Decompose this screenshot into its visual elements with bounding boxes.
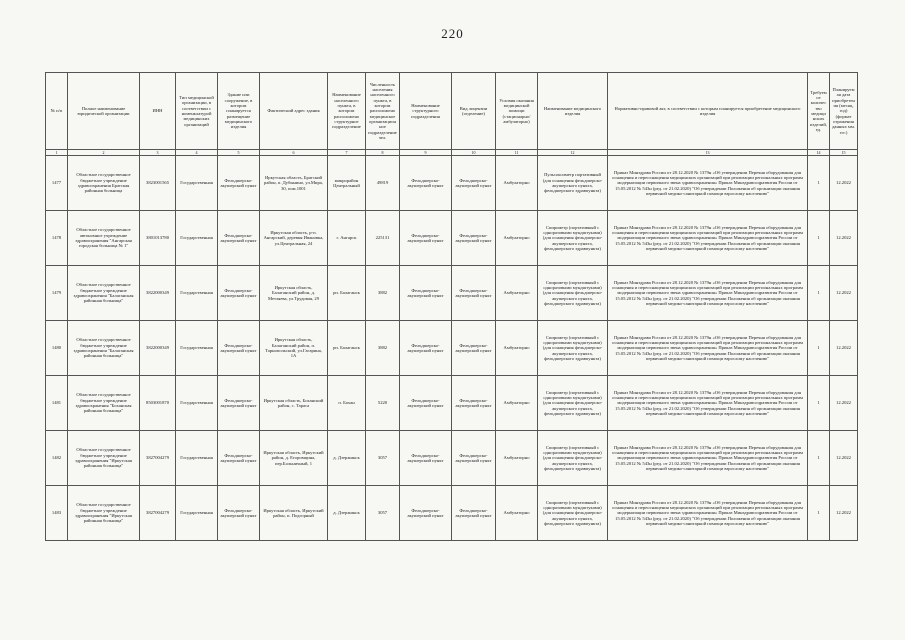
cell-settlement: п. Бохан — [328, 376, 366, 431]
cell-address: Иркутская область, р-п. Ангарский, деревня Ивановка, ул.Центральная, 24 — [260, 211, 328, 266]
col-number: 15 — [830, 150, 858, 156]
cell-license: Фельдшерско-акушерский пункт — [452, 486, 496, 541]
cell-license: Фельдшерско-акушерский пункт — [452, 431, 496, 486]
cell-building: Фельдшерско-акушерский пункт — [218, 431, 260, 486]
table-row — [46, 376, 858, 431]
cell-type: Государственная — [176, 266, 218, 321]
cell-device: Спирометр (портативный с одноразовыми мундштуками) (для оснащения фельдшерско-акушерского пункта, фельдшерского здравпункта) — [538, 211, 608, 266]
cell-qty: 1 — [808, 376, 830, 431]
cell-type: Государственная — [176, 486, 218, 541]
cell-date: 12.2022 — [830, 431, 858, 486]
cell-inn: 3822000349 — [140, 321, 176, 376]
cell-settlement: рп. Балаганск — [328, 266, 366, 321]
cell-device: Спирометр (портативный с одноразовыми мундштуками) (для оснащения фельдшерско-акушерского пункта, фельдшерского здравпункта) — [538, 376, 608, 431]
col-number: 9 — [400, 150, 452, 156]
cell-num: 1483 — [46, 486, 68, 541]
cell-building: Фельдшерско-акушерский пункт — [218, 156, 260, 211]
cell-num: 1479 — [46, 266, 68, 321]
cell-org: Областное государственное бюджетное учреждение здравоохранения Братская районная больница — [68, 156, 140, 211]
col-number: 4 — [176, 150, 218, 156]
cell-building: Фельдшерско-акушерский пункт — [218, 321, 260, 376]
col-number: 11 — [496, 150, 538, 156]
cell-conditions: Амбулаторно — [496, 266, 538, 321]
cell-date: 12.2022 — [830, 321, 858, 376]
cell-unit: Фельдшерско-акушерский пункт — [400, 486, 452, 541]
col-header-act: Нормативно-правовой акт, в соответствии с которым планируется приобретение медицинского изделия — [608, 73, 808, 150]
cell-inn: 3822000349 — [140, 266, 176, 321]
cell-inn: 3827004279 — [140, 431, 176, 486]
col-header-settlement: Наименование населенного пункта, в котором расположено структурное подразделение — [328, 73, 366, 150]
cell-num: 1478 — [46, 211, 68, 266]
table-row — [46, 266, 858, 321]
registry-table — [45, 72, 858, 541]
cell-settlement: г. Ангарск — [328, 211, 366, 266]
cell-conditions: Амбулаторно — [496, 156, 538, 211]
table-row — [46, 156, 858, 211]
col-number: 14 — [808, 150, 830, 156]
cell-address: Иркутская область, Иркутский район, д. Егоровщина, пер.Больничный, 1 — [260, 431, 328, 486]
cell-qty: 1 — [808, 211, 830, 266]
cell-inn: 3823001565 — [140, 156, 176, 211]
col-header-type: Тип медицинской организации, в соответствии с номенклатурой медицинских организаций — [176, 73, 218, 150]
cell-address: Иркутская область, Боханский район, с. Тараса — [260, 376, 328, 431]
cell-device: Спирометр (портативный с одноразовыми мундштуками) (для оснащения фельдшерско-акушерского пункта, фельдшерского здравпункта) — [538, 431, 608, 486]
cell-type: Государственная — [176, 321, 218, 376]
cell-num: 1481 — [46, 376, 68, 431]
col-header-address: Фактический адрес здания — [260, 73, 328, 150]
cell-building: Фельдшерско-акушерский пункт — [218, 266, 260, 321]
cell-device: Пульсоксиметр портативный (для оснащения фельдшерско-акушерского пункта, фельдшерского здравпункта) — [538, 156, 608, 211]
col-header-org: Полное наименование юридической организации — [68, 73, 140, 150]
table-row — [46, 321, 858, 376]
cell-act: Приказ Минздрава России от 28.12.2020 № 1379н «Об утверждении Перечня оборудования для оснащения и переоснащения медицинских организаций при реализации региональных программ модернизации первичного звена здравоохранения» Приказ Минздравсоцразвития России от 15.05.2012 № 543н (ред. от 21.02.2020) "Об утверждении Положения об организации оказания первичной медико-санитарной помощи взрослому населению" — [608, 266, 808, 321]
cell-inn: 3801013780 — [140, 211, 176, 266]
cell-qty: 1 — [808, 431, 830, 486]
cell-act: Приказ Минздрава России от 28.12.2020 № 1379н «Об утверждении Перечня оборудования для оснащения и переоснащения медицинских организаций при реализации региональных программ модернизации первичного звена здравоохранения» Приказ Минздравсоцразвития России от 15.05.2012 № 543н (ред. от 21.02.2020) "Об утверждении Положения об организации оказания первичной медико-санитарной помощи взрослому населению" — [608, 376, 808, 431]
cell-settlement: рп. Балаганск — [328, 321, 366, 376]
col-header-device: Наименование медицинского изделия — [538, 73, 608, 150]
cell-qty: 1 — [808, 156, 830, 211]
col-number: 10 — [452, 150, 496, 156]
col-header-qty: Требуемое количество медицинских изделий, ед. — [808, 73, 830, 150]
cell-conditions: Амбулаторно — [496, 321, 538, 376]
cell-org: Областное государственное бюджетное учреждение здравоохранения "Боханская районная больница" — [68, 376, 140, 431]
cell-population: 225131 — [366, 211, 400, 266]
cell-conditions: Амбулаторно — [496, 376, 538, 431]
table-row — [46, 486, 858, 541]
cell-qty: 1 — [808, 266, 830, 321]
cell-num: 1477 — [46, 156, 68, 211]
cell-type: Государственная — [176, 431, 218, 486]
col-header-population: Численность населения населенного пункта, в котором расположено медицинское организационное подразделение чел. — [366, 73, 400, 150]
col-number: 6 — [260, 150, 328, 156]
cell-building: Фельдшерско-акушерский пункт — [218, 376, 260, 431]
cell-date: 12.2022 — [830, 211, 858, 266]
cell-act: Приказ Минздрава России от 28.12.2020 № 1379н «Об утверждении Перечня оборудования для оснащения и переоснащения медицинских организаций при реализации региональных программ модернизации первичного звена здравоохранения» Приказ Минздравсоцразвития России от 15.05.2012 № 543н (ред. от 21.02.2020) "Об утверждении Положения об организации оказания первичной медико-санитарной помощи взрослому населению" — [608, 486, 808, 541]
cell-license: Фельдшерско-акушерский пункт — [452, 211, 496, 266]
cell-inn: 8503001870 — [140, 376, 176, 431]
cell-qty: 1 — [808, 321, 830, 376]
header-row — [46, 73, 858, 150]
cell-settlement: д. Дзержинск — [328, 486, 366, 541]
cell-org: Областное государственное бюджетное учреждение здравоохранения "Балаганская районная больница" — [68, 266, 140, 321]
cell-unit: Фельдшерско-акушерский пункт — [400, 376, 452, 431]
col-header-date: Планируемая дата приобретения (месяц, год) (формат отражения данных мм. ггг.) — [830, 73, 858, 150]
cell-device: Спирометр (портативный с одноразовыми мундштуками) (для оснащения фельдшерско-акушерского пункта, фельдшерского здравпункта) — [538, 321, 608, 376]
cell-population: 5220 — [366, 376, 400, 431]
cell-address: Иркутская область, Братский район, п. Дубынино, ул.Мира, 30, пом.1001 — [260, 156, 328, 211]
cell-date: 12.2022 — [830, 376, 858, 431]
cell-address: Иркутская область, Балаганский район, д. Метляева, ул.Трудовая, 29 — [260, 266, 328, 321]
col-header-license: Вид лицензии (отделение) — [452, 73, 496, 150]
cell-population: 49819 — [366, 156, 400, 211]
col-header-inn: ИНН — [140, 73, 176, 150]
cell-population: 3882 — [366, 321, 400, 376]
col-number: 13 — [608, 150, 808, 156]
cell-population: 3057 — [366, 486, 400, 541]
col-number: 1 — [46, 150, 68, 156]
cell-conditions: Амбулаторно — [496, 431, 538, 486]
cell-act: Приказ Минздрава России от 28.12.2020 № 1379н «Об утверждении Перечня оборудования для оснащения и переоснащения медицинских организаций при реализации региональных программ модернизации первичного звена здравоохранения» Приказ Минздравсоцразвития России от 15.05.2012 № 543н (ред. от 21.02.2020) "Об утверждении Положения об организации оказания первичной медико-санитарной помощи взрослому населению" — [608, 156, 808, 211]
cell-unit: Фельдшерско-акушерский пункт — [400, 156, 452, 211]
cell-num: 1480 — [46, 321, 68, 376]
table-row — [46, 431, 858, 486]
cell-building: Фельдшерско-акушерский пункт — [218, 486, 260, 541]
cell-date: 12.2022 — [830, 156, 858, 211]
cell-inn: 3827004279 — [140, 486, 176, 541]
cell-address: Иркутская область, Иркутский район, п. Подгорный — [260, 486, 328, 541]
cell-settlement: микрорайон Центральный — [328, 156, 366, 211]
cell-settlement: д. Дзержинск — [328, 431, 366, 486]
cell-device: Спирометр (портативный с одноразовыми мундштуками) (для оснащения фельдшерско-акушерского пункта, фельдшерского здравпункта) — [538, 486, 608, 541]
cell-license: Фельдшерско-акушерский пункт — [452, 266, 496, 321]
cell-act: Приказ Минздрава России от 28.12.2020 № 1379н «Об утверждении Перечня оборудования для оснащения и переоснащения медицинских организаций при реализации региональных программ модернизации первичного звена здравоохранения» Приказ Минздравсоцразвития России от 15.05.2012 № 543н (ред. от 21.02.2020) "Об утверждении Положения об организации оказания первичной медико-санитарной помощи взрослому населению" — [608, 321, 808, 376]
cell-population: 3882 — [366, 266, 400, 321]
cell-license: Фельдшерско-акушерский пункт — [452, 156, 496, 211]
cell-org: Областное государственное бюджетное учреждение здравоохранения "Иркутская районная больница" — [68, 431, 140, 486]
cell-building: Фельдшерско-акушерский пункт — [218, 211, 260, 266]
cell-org: Областное государственное бюджетное учреждение здравоохранения "Иркутская районная больница" — [68, 486, 140, 541]
col-number: 8 — [366, 150, 400, 156]
cell-license: Фельдшерско-акушерский пункт — [452, 376, 496, 431]
cell-num: 1482 — [46, 431, 68, 486]
cell-conditions: Амбулаторно — [496, 211, 538, 266]
cell-unit: Фельдшерско-акушерский пункт — [400, 211, 452, 266]
col-number: 2 — [68, 150, 140, 156]
cell-unit: Фельдшерско-акушерский пункт — [400, 431, 452, 486]
col-number: 3 — [140, 150, 176, 156]
col-header-building: Здание или сооружение, в котором планируется размещение медицинского изделия — [218, 73, 260, 150]
cell-act: Приказ Минздрава России от 28.12.2020 № 1379н «Об утверждении Перечня оборудования для оснащения и переоснащения медицинских организаций при реализации региональных программ модернизации первичного звена здравоохранения» Приказ Минздравсоцразвития России от 15.05.2012 № 543н (ред. от 21.02.2020) "Об утверждении Положения об организации оказания первичной медико-санитарной помощи взрослому населению" — [608, 431, 808, 486]
cell-population: 3057 — [366, 431, 400, 486]
cell-address: Иркутская область, Балаганский район, п. Тарнопольский, ул.Гагарина, 1А — [260, 321, 328, 376]
cell-conditions: Амбулаторно — [496, 486, 538, 541]
cell-org: Областное государственное бюджетное учреждение здравоохранения "Балаганская районная больница" — [68, 321, 140, 376]
cell-act: Приказ Минздрава России от 28.12.2020 № 1379н «Об утверждении Перечня оборудования для оснащения и переоснащения медицинских организаций при реализации региональных программ модернизации первичного звена здравоохранения» Приказ Минздравсоцразвития России от 15.05.2012 № 543н (ред. от 21.02.2020) "Об утверждении Положения об организации оказания первичной медико-санитарной помощи взрослому населению" — [608, 211, 808, 266]
table-row — [46, 211, 858, 266]
col-number: 7 — [328, 150, 366, 156]
cell-type: Государственная — [176, 156, 218, 211]
col-number: 5 — [218, 150, 260, 156]
col-header-conditions: Условия оказания медицинской помощи (стационарно/амбулаторно) — [496, 73, 538, 150]
cell-license: Фельдшерско-акушерский пункт — [452, 321, 496, 376]
cell-type: Государственная — [176, 211, 218, 266]
cell-unit: Фельдшерско-акушерский пункт — [400, 266, 452, 321]
page-number: 220 — [441, 26, 464, 41]
cell-date: 12.2022 — [830, 266, 858, 321]
cell-qty: 1 — [808, 486, 830, 541]
cell-date: 12.2022 — [830, 486, 858, 541]
cell-unit: Фельдшерско-акушерский пункт — [400, 321, 452, 376]
cell-org: Областное государственное автономное учреждение здравоохранения "Ангарская городская больница № 1" — [68, 211, 140, 266]
cell-device: Спирометр (портативный с одноразовыми мундштуками) (для оснащения фельдшерско-акушерского пункта, фельдшерского здравпункта) — [538, 266, 608, 321]
col-header-num: № п/п — [46, 73, 68, 150]
cell-type: Государственная — [176, 376, 218, 431]
col-header-unit: Наименование структурного подразделения — [400, 73, 452, 150]
col-number: 12 — [538, 150, 608, 156]
